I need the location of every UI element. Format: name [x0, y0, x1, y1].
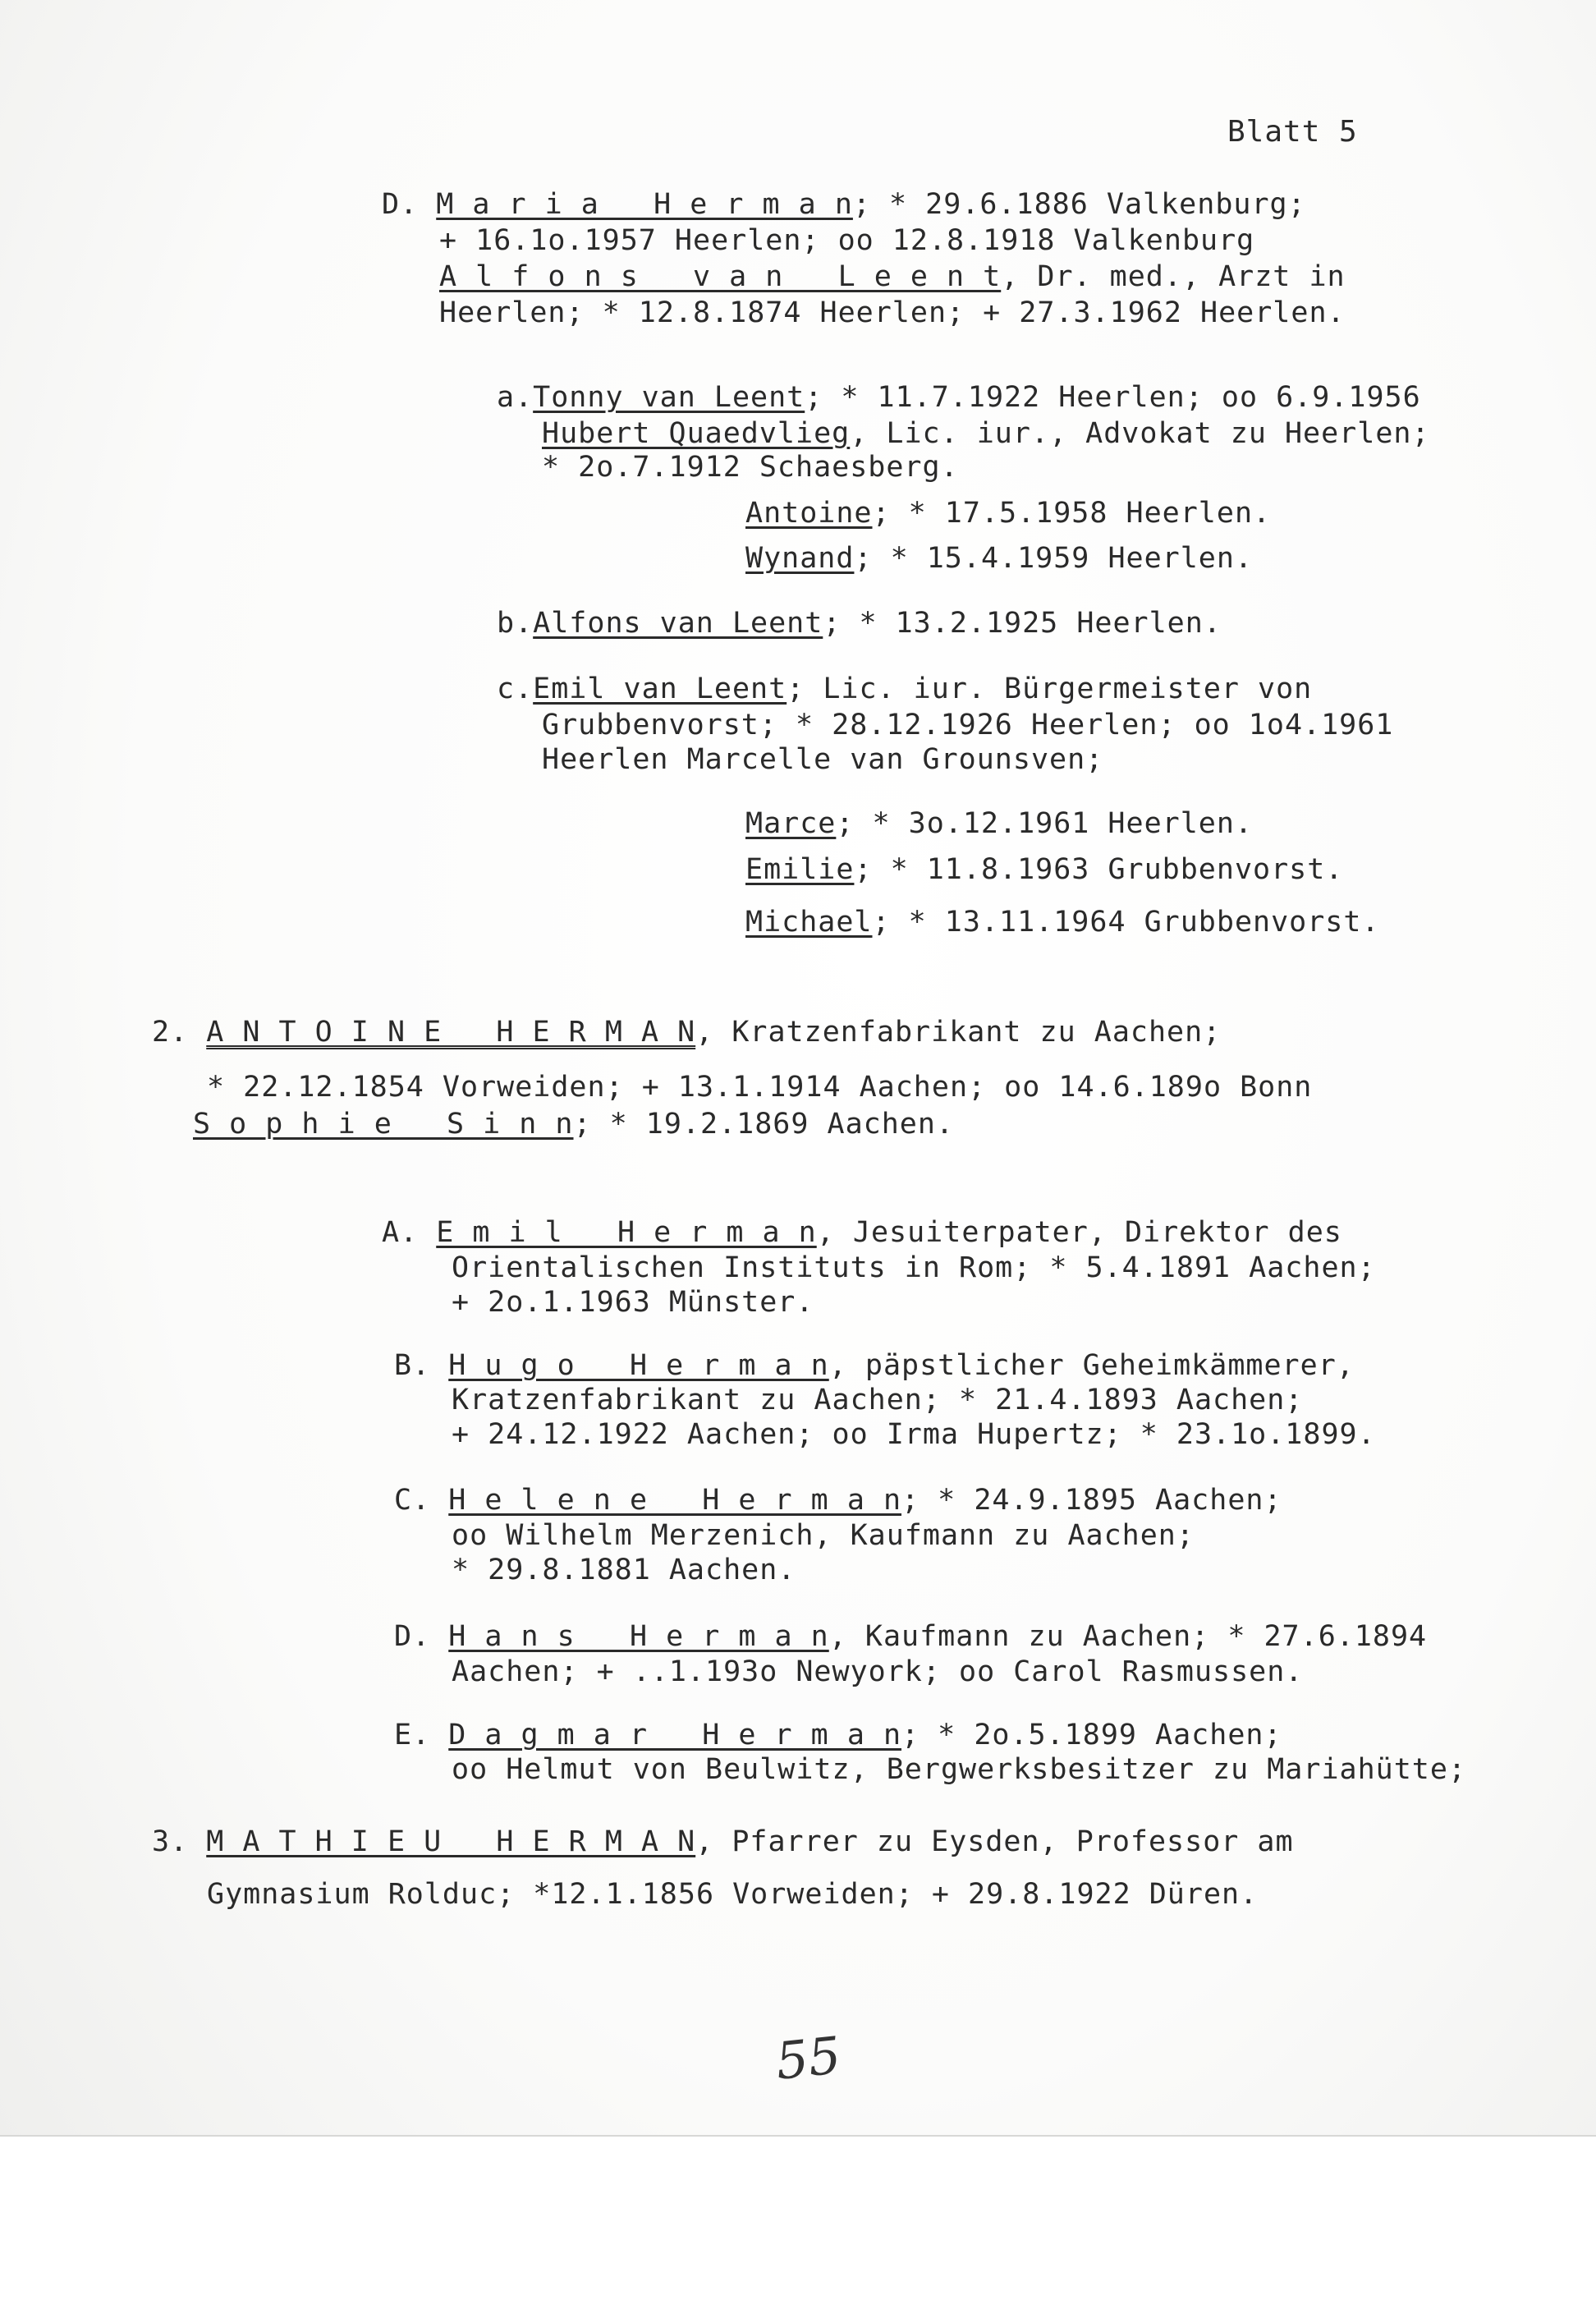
entry-line: oo Helmut von Beulwitz, Bergwerksbesitzer zu Mariahütte; [452, 1753, 1467, 1786]
entry-text: ; * 15.4.1959 Heerlen. [854, 542, 1254, 575]
entry-line [439, 260, 1346, 293]
entry-line [152, 1825, 1294, 1858]
entry-text: ; * 19.2.1869 Aachen. [573, 1108, 955, 1141]
entry-text: , päpstlicher Geheimkämmerer, [828, 1349, 1355, 1382]
entry-line [394, 1349, 1355, 1382]
entry-line: Grubbenvorst; * 28.12.1926 Heerlen; oo 1o4.1961 [542, 709, 1394, 741]
person-name: Marce [745, 807, 837, 840]
entry-text: ; * 13.2.1925 Heerlen. [823, 607, 1222, 640]
person-name: Alfons van Leent [533, 607, 823, 640]
entry-text: ; * 3o.12.1961 Heerlen. [836, 807, 1254, 840]
entry-line: oo Wilhelm Merzenich, Kaufmann zu Aachen; [452, 1519, 1195, 1552]
person-name: A N T O I N E H E R M A N [206, 1016, 696, 1049]
person-name: M a r i a H e r m a n [436, 188, 853, 221]
entry-line: Kratzenfabrikant zu Aachen; * 21.4.1893 Aachen; [452, 1384, 1304, 1416]
entry-marker: D. [394, 1620, 431, 1653]
entry-marker: c. [497, 673, 534, 705]
entry-line: + 24.12.1922 Aachen; oo Irma Hupertz; * 23.1o.1899. [452, 1418, 1376, 1451]
entry-text: ; * 17.5.1958 Heerlen. [872, 497, 1272, 530]
entry-text: , Jesuiterpater, Direktor des [816, 1216, 1342, 1249]
entry-text: ; * 11.7.1922 Heerlen; oo 6.9.1956 [805, 381, 1421, 414]
person-name: Emilie [745, 853, 855, 886]
entry-antoine-jr [745, 499, 1271, 528]
entry-marker: D. [382, 188, 419, 221]
person-name: H a n s H e r m a n [448, 1620, 829, 1653]
entry-line [542, 417, 1430, 450]
entry-line [394, 1486, 1282, 1515]
entry-text: , Kratzenfabrikant zu Aachen; [695, 1016, 1222, 1049]
entry-line: * 29.8.1881 Aachen. [452, 1554, 796, 1586]
person-name: Wynand [745, 542, 855, 575]
entry-marker: A. [382, 1216, 419, 1249]
person-name: D a g m a r H e r m a n [448, 1719, 902, 1751]
entry-marker: C. [394, 1484, 431, 1517]
entry-line [394, 1721, 1282, 1750]
entry-line: * 22.12.1854 Vorweiden; + 13.1.1914 Aachen; oo 14.6.189o Bonn [207, 1071, 1313, 1104]
entry-marker: E. [394, 1719, 431, 1751]
entry-marker: 2. [152, 1016, 189, 1049]
entry-michael [745, 908, 1380, 937]
entry-line: + 16.1o.1957 Heerlen; oo 12.8.1918 Valkenburg [439, 224, 1255, 257]
entry-text: , Lic. iur., Advokat zu Heerlen; [850, 417, 1430, 450]
entry-text: ; * 13.11.1964 Grubbenvorst. [872, 906, 1380, 939]
entry-text: , Pfarrer zu Eysden, Professor am [695, 1825, 1294, 1858]
person-name: Michael [745, 906, 873, 939]
person-name: E m i l H e r m a n [436, 1216, 817, 1249]
page-label: Blatt 5 [1227, 115, 1358, 149]
entry-line [394, 1620, 1428, 1653]
entry-line [497, 383, 1421, 412]
entry-emilie [745, 853, 1344, 886]
person-name: Tonny van Leent [533, 381, 805, 414]
entry-text: ; * 24.9.1895 Aachen; [901, 1484, 1282, 1517]
entry-line: + 2o.1.1963 Münster. [452, 1286, 814, 1319]
person-name: H e l e n e H e r m a n [448, 1484, 902, 1517]
paper-edge [0, 2135, 1596, 2300]
person-name: M A T H I E U H E R M A N [206, 1825, 696, 1858]
entry-line: Orientalischen Instituts in Rom; * 5.4.1891 Aachen; [452, 1251, 1376, 1284]
entry-marker: b. [497, 607, 534, 640]
entry-marker: B. [394, 1349, 431, 1382]
entry-line [193, 1110, 954, 1139]
entry-alfons-van-leent [497, 609, 1222, 638]
entry-text: ; * 11.8.1963 Grubbenvorst. [854, 853, 1344, 886]
entry-line: * 2o.7.1912 Schaesberg. [542, 451, 959, 484]
entry-text: ; * 29.6.1886 Valkenburg; [852, 188, 1306, 221]
spouse-name: A l f o n s v a n L e e n t [439, 260, 1002, 293]
spouse-name: S o p h i e S i n n [193, 1108, 574, 1141]
person-name: Emil van Leent [533, 673, 787, 705]
handwritten-mark: 55 [773, 2025, 844, 2091]
entry-text: ; * 2o.5.1899 Aachen; [901, 1719, 1282, 1751]
entry-text: , Kaufmann zu Aachen; * 27.6.1894 [828, 1620, 1428, 1653]
entry-line: Heerlen Marcelle van Grounsven; [542, 743, 1104, 776]
spouse-name: Hubert Quaedvlieg [542, 417, 851, 450]
entry-marce [745, 807, 1254, 840]
entry-line: Gymnasium Rolduc; *12.1.1856 Vorweiden; + 29.8.1922 Düren. [207, 1878, 1259, 1911]
person-name: H u g o H e r m a n [448, 1349, 829, 1382]
entry-marker: 3. [152, 1825, 189, 1858]
entry-line [497, 675, 1312, 704]
person-name: Antoine [745, 497, 873, 530]
entry-line [382, 1216, 1342, 1249]
entry-line [152, 1018, 1221, 1047]
entry-line: Aachen; + ..1.193o Newyork; oo Carol Rasmussen. [452, 1655, 1304, 1688]
entry-text: , Dr. med., Arzt in [1001, 260, 1346, 293]
entry-text: ; Lic. iur. Bürgermeister von [787, 673, 1313, 705]
entry-line: Heerlen; * 12.8.1874 Heerlen; + 27.3.1962 Heerlen. [439, 296, 1346, 329]
entry-wynand [745, 544, 1253, 573]
entry-line [382, 188, 1306, 221]
entry-marker: a. [497, 381, 534, 414]
